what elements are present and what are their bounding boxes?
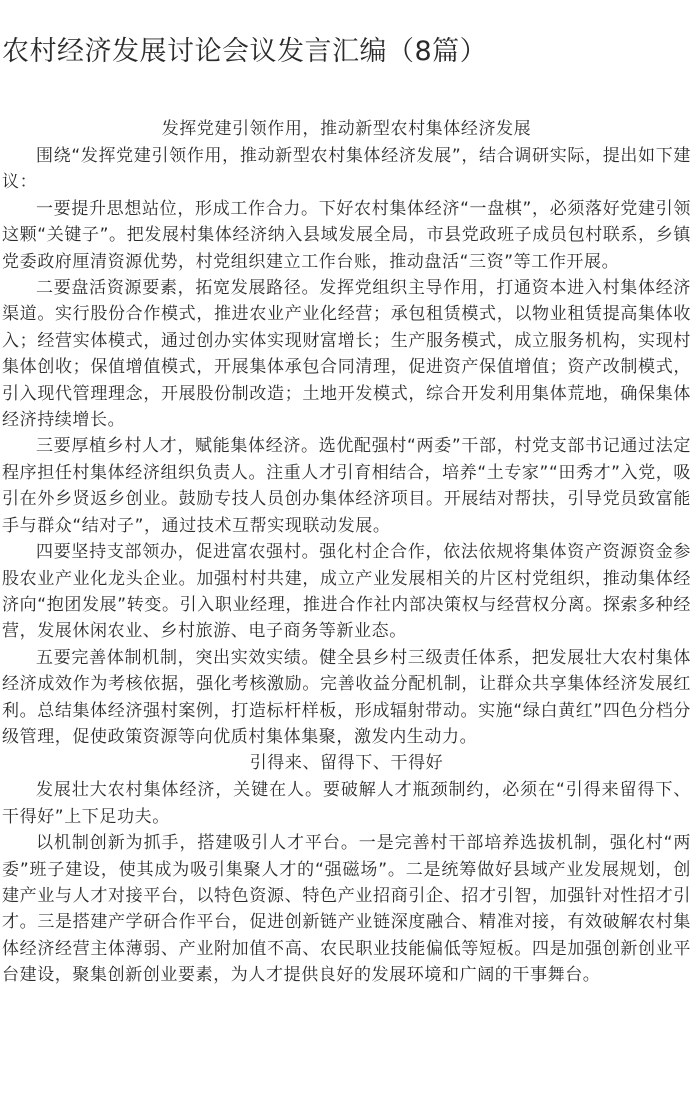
paragraph: 以机制创新为抓手，搭建吸引人才平台。一是完善村干部培养选拔机制，强化村“两委”班子建设，使其成为吸引集聚人才的“强磁场”。二是统筹做好县域产业发展规划，创建产业与人才对接平台，以特色资源、特色产业招商引企、招才引智，加强针对性招才引才。三是搭建产学研合作平台，促进创新链产业链深度融合、精准对接，有效破解农村集体经济经营主体薄弱、产业附加值不高、农民职业技能偏低等短板。四是加强创新创业平台建设，聚集创新创业要素，为人才提供良好的发展环境和广阔的干事舞台。 — [2, 833, 691, 986]
document-title: 农村经济发展讨论会议发言汇编（8篇） — [2, 36, 488, 67]
paragraph: 二要盘活资源要素，拓宽发展路径。发挥党组织主导作用，打通资本进入村集体经济渠道。实行股份合作模式，推进农业产业化经营；承包租赁模式，以物业租赁提高集体收入；经营实体模式，通过创办实体实现财富增长；生产服务模式，成立服务机构，实现村集体创收；保值增值模式，开展集体承包合同清理，促进资产保值增值；资产改制模式，引入现代管理理念，开展股份制改造；土地开发模式，综合开发利用集体荒地，确保集体经济持续增长。 — [2, 278, 691, 431]
paragraph: 一要提升思想站位，形成工作合力。下好农村集体经济“一盘棋”，必须落好党建引领这颗“关键子”。把发展村集体经济纳入县域发展全局，市县党政班子成员包村联系，乡镇党委政府厘清资源优势，村党组织建立工作台账，推动盘活“三资”等工作开展。 — [2, 198, 691, 272]
paragraph: 三要厚植乡村人才，赋能集体经济。选优配强村“两委”干部，村党支部书记通过法定程序担任村集体经济组织负责人。注重人才引育相结合，培养“土专家”“田秀才”入党，吸引在外乡贤返乡创业。鼓励专技人员创办集体经济项目。开展结对帮扶，引导党员致富能手与群众“结对子”，通过技术互帮实现联动发展。 — [2, 436, 691, 536]
paragraph: 四要坚持支部领办，促进富农强村。强化村企合作，依法依规将集体资产资源资金参股农业产业化龙头企业。加强村村共建，成立产业发展相关的片区村党组织，推动集体经济向“抱团发展”转变。引入职业经理，推进合作社内部决策权与经营权分离。探索多种经营，发展休闲农业、乡村旅游、电子商务等新业态。 — [2, 542, 691, 642]
paragraph: 围绕“发挥党建引领作用，推动新型农村集体经济发展”，结合调研实际，提出如下建议： — [2, 146, 691, 193]
section-heading: 发挥党建引领作用，推动新型农村集体经济发展 — [161, 119, 532, 139]
paragraph: 发展壮大农村集体经济，关键在人。要破解人才瓶颈制约，必须在“引得来留得下、干得好”上下足功夫。 — [2, 780, 691, 827]
paragraph: 五要完善体制机制，突出实效实绩。健全县乡村三级责任体系，把发展壮大农村集体经济成效作为考核依据，强化考核激励。完善收益分配机制，让群众共享集体经济发展红利。总结集体经济强村案例，打造标杆样板，形成辐射带动。实施“绿白黄红”四色分档分级管理，促使政策资源等向优质村集体集聚，激发内生动力。 — [2, 647, 691, 747]
document-body — [2, 116, 691, 989]
section-heading: 引得来、留得下、干得好 — [249, 753, 444, 774]
